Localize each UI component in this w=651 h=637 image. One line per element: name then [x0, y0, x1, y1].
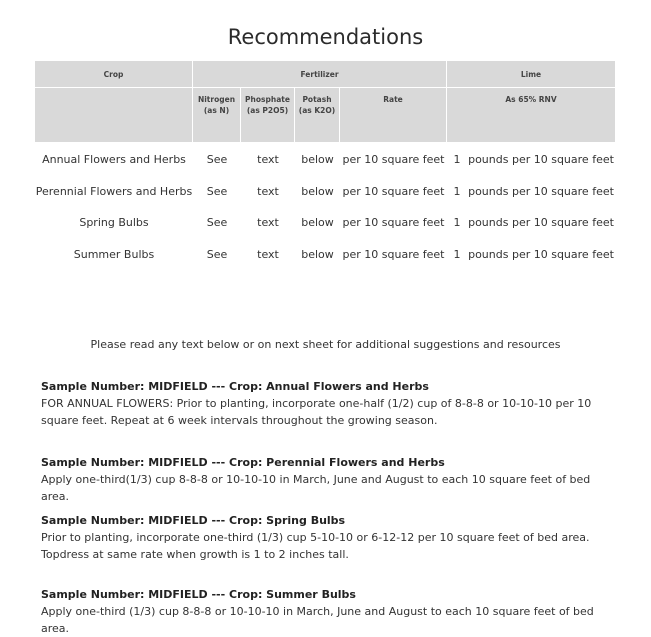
sample-heading: Sample Number: MIDFIELD --- Crop: Spring Bulbs — [41, 514, 346, 527]
lime-rnv-header: As 65% RNV — [447, 87, 615, 142]
rate-cell: per 10 square feet — [342, 184, 445, 198]
nitrogen-cell: See — [206, 153, 228, 166]
sample-heading: Sample Number: MIDFIELD --- Crop: Summer Bulbs — [41, 588, 356, 601]
table-row — [35, 174, 615, 206]
rate-cell: per 10 square feet — [342, 247, 445, 261]
sample-section — [41, 586, 621, 637]
crop-header: Crop — [35, 61, 193, 87]
lime-unit-cell: pounds per 10 square feet — [468, 153, 614, 166]
recommendations-table — [35, 61, 615, 268]
phosphate-cell: text — [257, 153, 279, 166]
potash-cell: below — [301, 184, 334, 198]
sample-heading: Sample Number: MIDFIELD --- Crop: Perennial Flowers and Herbs — [41, 456, 445, 469]
phosphate-cell: text — [257, 216, 279, 229]
sample-body: FOR ANNUAL FLOWERS: Prior to planting, incorporate one-half (1/2) cup of 8-8-8 or 10-10-10 per 10 square feet. Repeat at 6 week intervals throughout the growing season. — [41, 397, 592, 427]
crop-cell: Summer Bulbs — [73, 247, 155, 261]
sample-section — [41, 378, 621, 429]
crop-subheader-blank — [35, 87, 193, 142]
sample-section — [41, 454, 621, 505]
crop-cell: Annual Flowers and Herbs — [42, 153, 186, 166]
phosphate-cell: text — [257, 184, 279, 198]
potash-cell: below — [301, 216, 334, 229]
sample-heading: Sample Number: MIDFIELD --- Crop: Annual Flowers and Herbs — [41, 380, 429, 393]
phosphate-header: Phosphate (as P2O5) — [241, 87, 295, 142]
potash-header: Potash (as K2O) — [295, 87, 340, 142]
lime-qty-cell: 1 — [453, 184, 461, 198]
sample-section — [41, 512, 621, 563]
table-row — [35, 142, 615, 174]
table-row — [35, 205, 615, 237]
page-title: Recommendations — [227, 25, 424, 49]
fertilizer-header: Fertilizer — [193, 61, 447, 87]
nitrogen-cell: See — [206, 216, 228, 229]
nitrogen-cell: See — [206, 247, 228, 261]
rate-cell: per 10 square feet — [342, 153, 445, 166]
potash-cell: below — [301, 153, 334, 166]
lime-qty-cell: 1 — [453, 153, 461, 166]
nitrogen-cell: See — [206, 184, 228, 198]
lime-qty-cell: 1 — [453, 216, 461, 229]
lime-qty-cell: 1 — [453, 247, 461, 261]
lime-unit-cell: pounds per 10 square feet — [468, 216, 614, 229]
lime-header: Lime — [447, 61, 615, 87]
phosphate-cell: text — [257, 247, 279, 261]
crop-cell: Perennial Flowers and Herbs — [35, 184, 193, 198]
nitrogen-header: Nitrogen (as N) — [193, 87, 241, 142]
sample-body: Prior to planting, incorporate one-third (1/3) cup 5-10-10 or 6-12-12 per 10 square feet of bed area. Topdress at same rate when growth is 1 to 2 inches tall. — [41, 531, 590, 561]
sample-body: Apply one-third(1/3) cup 8-8-8 or 10-10-10 in March, June and August to each 10 square feet of bed area. — [41, 473, 591, 503]
potash-cell: below — [301, 247, 334, 261]
crop-cell: Spring Bulbs — [79, 216, 149, 229]
sample-body: Apply one-third (1/3) cup 8-8-8 or 10-10-10 in March, June and August to each 10 square feet of bed area. — [41, 605, 594, 635]
additional-info-note: Please read any text below or on next sheet for additional suggestions and resources — [90, 338, 561, 351]
table-row — [35, 237, 615, 269]
rate-header: Rate — [340, 87, 447, 142]
lime-unit-cell: pounds per 10 square feet — [468, 184, 614, 198]
lime-unit-cell: pounds per 10 square feet — [468, 247, 614, 261]
rate-cell: per 10 square feet — [342, 216, 445, 229]
